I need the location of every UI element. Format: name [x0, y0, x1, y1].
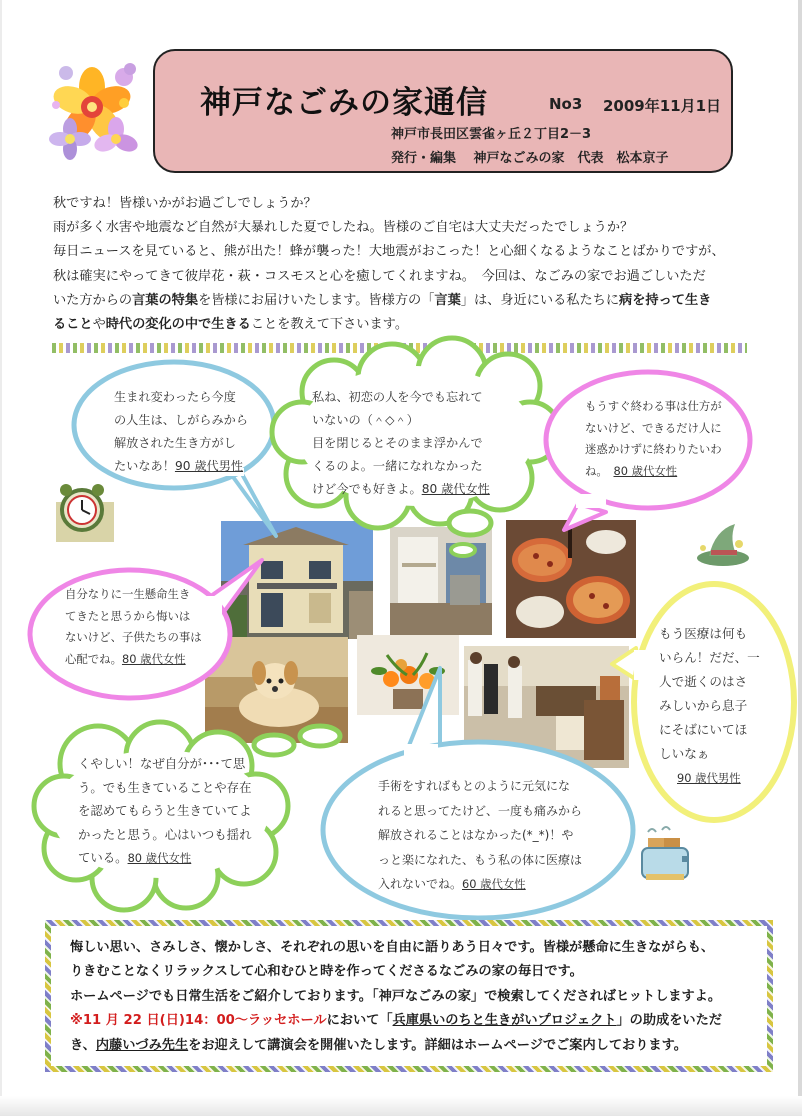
quote-signature: 80 歳代女性: [613, 463, 678, 478]
intro-line: 秋ですね！皆様いかがお過ごしでしょうか？: [53, 196, 317, 211]
witch-hat-icon: [695, 520, 751, 570]
announcement-text-span: き、: [70, 1037, 96, 1053]
quote-line: [312, 478, 490, 501]
quote-line: れると思ってたけど、一度も痛みから: [378, 803, 583, 818]
announcement-line: 悔しい思い、さみしさ、懐かしさ、それぞれの思いを自由に語りあう日々です。皆様が懸命に生きながらも、: [70, 940, 715, 955]
quote-3: [585, 396, 722, 482]
quote-line: いないの（＾◇＾）: [312, 413, 419, 427]
intro-emphasis: 時代の変化の中で生きる: [105, 317, 251, 333]
announcement-text-span: をお迎えして講演会を開催いたします。詳細はホームページでご案内しております。: [188, 1037, 687, 1053]
event-datetime: ※11 月 22 日(日)14：00～ラッセホール: [70, 1013, 327, 1029]
quote-line: [378, 872, 582, 897]
intro-text: や: [92, 317, 106, 333]
quote-line: 手術をすればもとのように元気にな: [378, 779, 571, 793]
quote-line: みしいから息子: [659, 698, 748, 713]
quote-signature: 80 歳代女性: [421, 482, 490, 496]
announcement-text-span: において「: [326, 1013, 393, 1029]
quote-text: ている。: [78, 850, 128, 865]
publisher-address: 神戸市長田区雲雀ヶ丘２丁目2－3: [391, 127, 592, 142]
quote-line: くるのよ。一緒になれなかった: [312, 459, 483, 473]
quote-line: てきたと思うから悔いは: [65, 608, 191, 623]
quote-4: [65, 584, 202, 670]
quote-7: [378, 774, 582, 897]
quote-line: しいなぁ: [659, 746, 710, 761]
quote-signature: 90 歳代男性: [677, 771, 741, 785]
quote-line: ないけど、できるだけ人に: [585, 420, 722, 435]
quote-line: もうすぐ終わる事は仕方が: [585, 399, 722, 413]
quote-line: 私ね、初恋の人を今でも忘れて: [312, 390, 483, 404]
quote-line: いらん！だだ、一: [659, 650, 760, 665]
quote-line: [114, 455, 248, 478]
quote-line: 自分なりに一生懸命生き: [65, 587, 191, 601]
quote-2: [312, 386, 490, 501]
intro-line: 雨が多く水害や地震など自然が大暴れした夏でしたね。皆様のご自宅は大丈夫だったでしょうか？: [53, 220, 634, 236]
quote-signature: 90 歳代男性: [174, 459, 244, 473]
announcement-line: [70, 1034, 760, 1058]
intro-emphasis: 言葉: [434, 292, 461, 308]
announcement-text: [70, 936, 760, 1058]
announcement-line: ホームページでも日常生活をご紹介しております。「神戸なごみの家」で検索してくださればヒットしますよ。: [70, 988, 722, 1004]
intro-emphasis: 病を持って生き: [619, 292, 712, 308]
intro-emphasis: ること: [53, 317, 93, 333]
announcement-text-span: 」の助成をいただ: [616, 1013, 722, 1029]
quote-line: [65, 649, 202, 671]
quote-line: [659, 766, 760, 790]
intro-text: を皆様にお届けいたします。皆様方の「: [198, 292, 435, 308]
alarm-clock-icon: [52, 480, 118, 544]
quote-line: もう医療は何も: [659, 626, 748, 641]
quote-signature: 80 歳代女性: [121, 651, 186, 666]
quote-line: を認めてもらうと生きていてよ: [78, 803, 252, 818]
intro-text: 」は、身近にいる私たちに: [460, 292, 620, 308]
issue-number: No3: [549, 95, 583, 113]
quote-line: の人生は、しがらみから: [114, 413, 249, 427]
intro-text: いた方からの: [53, 292, 133, 308]
quote-line: 解放されることはなかった(*_*)！や: [378, 828, 574, 843]
quote-line: 目を閉じるとそのまま浮かんで: [312, 436, 483, 450]
issue-date: 2009年11月1日: [603, 97, 722, 115]
quote-signature: 60 歳代女性: [462, 877, 526, 892]
quote-5: [659, 622, 760, 790]
quote-line: 迷惑かけずに終わりたいわ: [585, 442, 722, 456]
quote-text: ね。: [585, 463, 614, 478]
intro-emphasis: 言葉の特集: [132, 292, 199, 308]
quote-text: 心配でね。: [65, 651, 122, 666]
intro-text: ことを教えて下さいます。: [250, 317, 409, 333]
intro-line: 秋は確実にやってきて彼岸花・萩・コスモスと心を癒してくれますね。 今回は、なごみの家でお過ごしいただ: [53, 268, 706, 284]
quote-line: [585, 461, 722, 483]
quote-line: ないけど、子供たちの事は: [65, 630, 202, 644]
quote-line: 解放された生き方がし: [114, 436, 236, 450]
newsletter-title: 神戸なごみの家通信: [200, 85, 488, 121]
quote-line: う。でも生きていることや存在: [78, 779, 252, 795]
quote-line: [78, 846, 251, 871]
speaker-name: 内藤いづみ先生: [95, 1037, 189, 1053]
quote-line: にそばにいてほ: [659, 722, 748, 737]
quote-1: [114, 386, 248, 478]
publisher-info: 発行・編集 神戸なごみの家 代表 松本京子: [391, 151, 669, 166]
quote-text: けど今でも好きよ。: [312, 482, 422, 496]
quote-line: 人で逝くのはさ: [659, 674, 748, 689]
quote-signature: 80 歳代女性: [127, 851, 192, 865]
quote-line: 生まれ変わったら今度: [114, 390, 236, 404]
quote-line: くやしい！なぜ自分が･･･て思: [78, 756, 246, 771]
quote-text: 入れないでね。: [378, 877, 463, 892]
quote-line: っと楽になれた、もう私の体に医療は: [378, 852, 583, 867]
announcement-line: [70, 1009, 760, 1033]
toaster-icon: [638, 824, 692, 882]
project-name: 兵庫県いのちと生きがいプロジェクト: [392, 1013, 617, 1029]
quote-line: かったと思う。心はいつも揺れ: [78, 826, 252, 842]
quote-6: [78, 752, 251, 871]
quote-text: たいなあ！: [114, 459, 175, 473]
intro-line: 毎日ニュースを見ていると、熊が出た！蜂が襲った！大地震がおこった！と心細くなるようなことばかりですが、: [53, 244, 725, 260]
announcement-line: りきむことなくリラックスして心和むひと時を作ってくださるなごみの家の毎日です。: [70, 964, 583, 980]
